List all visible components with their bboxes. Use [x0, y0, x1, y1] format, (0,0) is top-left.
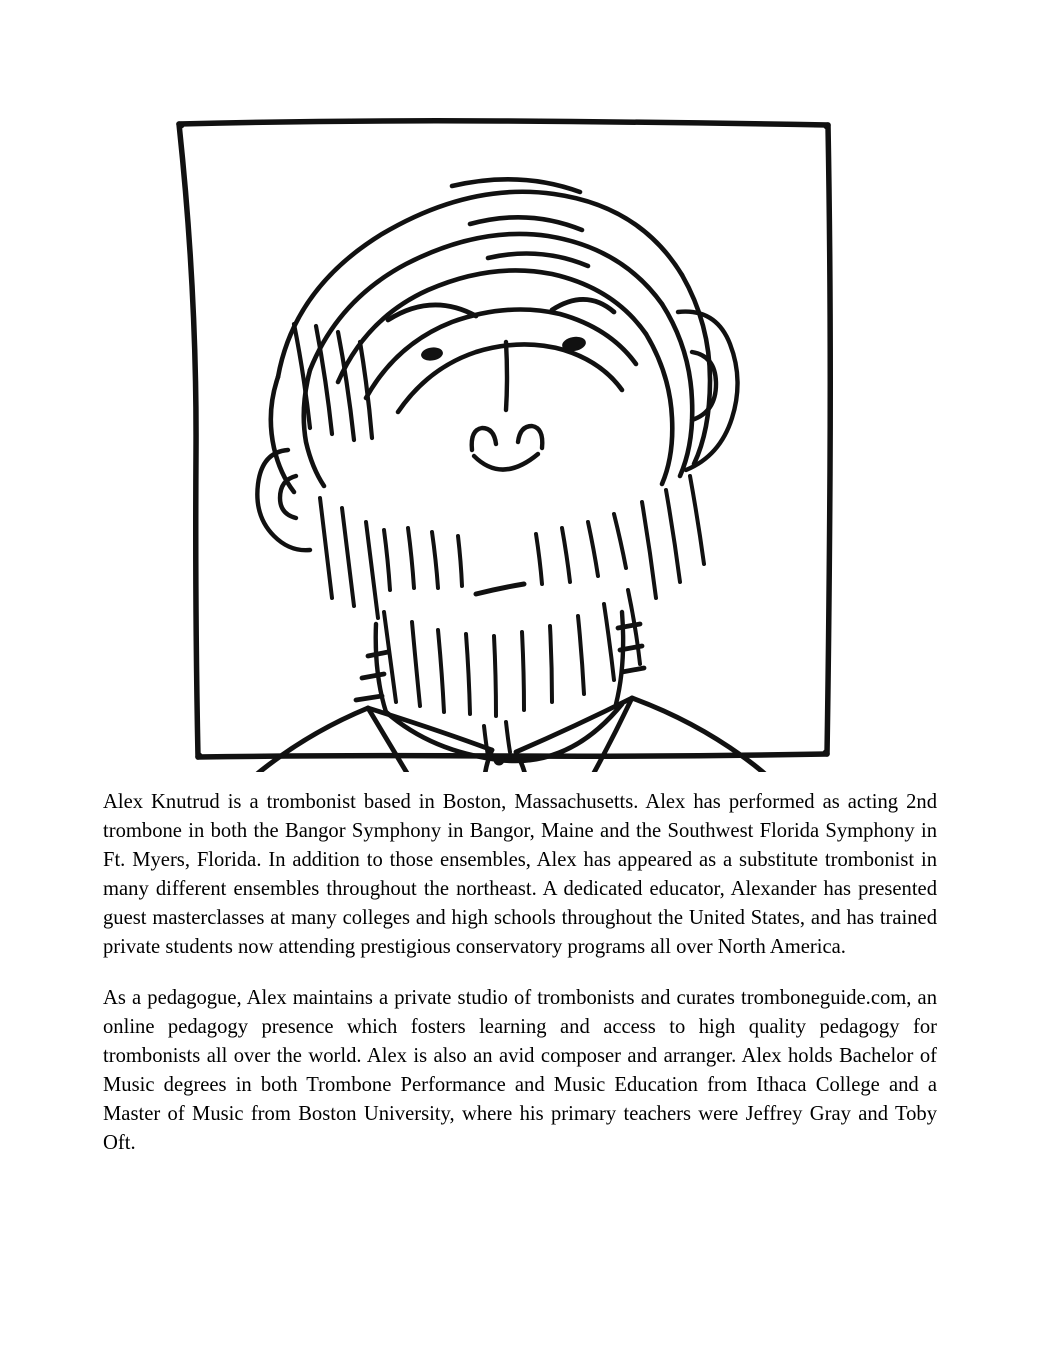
nose-icon: [472, 342, 543, 470]
right-eyebrow-icon: [552, 299, 614, 312]
biography-text: [103, 788, 937, 1158]
bio-paragraph-2: As a pedagogue, Alex maintains a private studio of trombonists and curates tromboneguide.com, an online pedagogy presence which fosters learning and access to high quality pedagogy for trombonists all over the world. Alex is also an avid composer and arranger. Alex holds Bachelor of Music degrees in both Trombone Performance and Music Education from Ithaca College and a Master of Music from Boston University, where his primary teachers were Jeffrey Gray and Toby Oft.: [103, 987, 937, 1154]
beard-icon: [320, 476, 704, 756]
mouth-icon: [476, 584, 524, 594]
portrait-illustration: [170, 112, 840, 772]
left-ear-icon: [257, 450, 310, 550]
bio-paragraph-1: Alex Knutrud is a trombonist based in Boston, Massachusetts. Alex has performed as acting 2nd trombone in both the Bangor Symphony in Bangor, Maine and the Southwest Florida Symphony in Ft. Myers, Florida. In addition to those ensembles, Alex has appeared as a substitute trombonist in many different ensembles throughout the northeast. A dedicated educator, Alexander has presented guest masterclasses at many colleges and high schools throughout the United States, and has trained private students now attending prestigious conservatory programs all over North America.: [103, 791, 937, 958]
left-eye-icon: [420, 346, 444, 362]
collar-icon: [356, 624, 644, 772]
